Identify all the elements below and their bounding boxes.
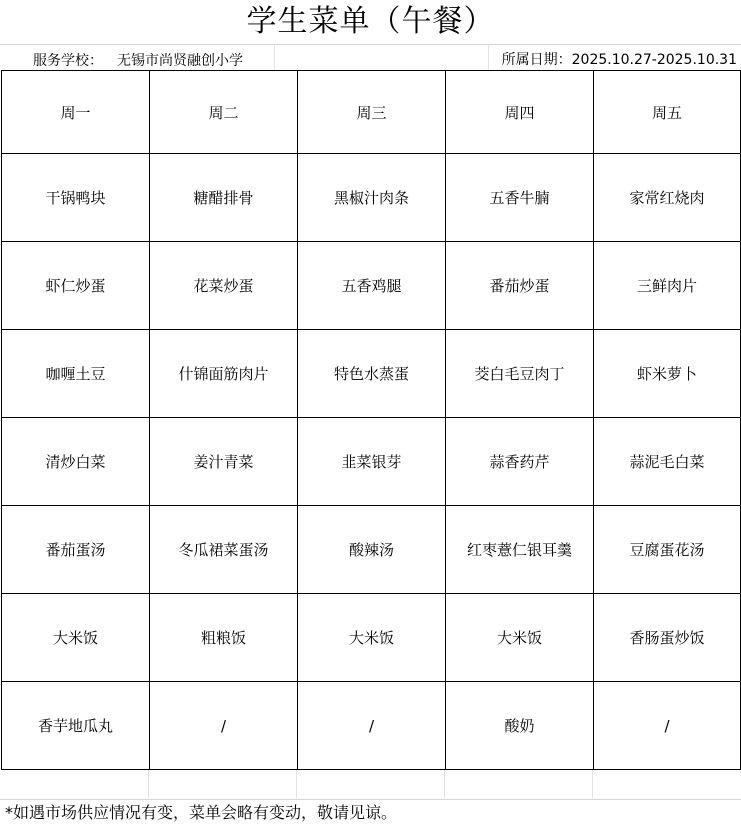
info-row: [0, 44, 741, 70]
dish-cell: 冬瓜裙菜蛋汤: [150, 506, 298, 594]
table-row: [2, 594, 741, 682]
dish-cell: 虾米萝卜: [594, 330, 741, 418]
dish-cell: 大米饭: [298, 594, 446, 682]
dish-cell: 五香鸡腿: [298, 242, 446, 330]
day-header: 周五: [594, 71, 741, 154]
school-label: 服务学校：: [33, 53, 103, 69]
empty-cell: [445, 770, 593, 798]
table-row: [2, 418, 741, 506]
school-name: 无锡市尚贤融创小学: [117, 53, 243, 69]
dish-cell: 韭菜银芽: [298, 418, 446, 506]
dish-cell: 红枣薏仁银耳羹: [446, 506, 594, 594]
dish-cell: 酸辣汤: [298, 506, 446, 594]
dish-cell: 豆腐蛋花汤: [594, 506, 741, 594]
date-label: 所属日期：: [501, 52, 572, 68]
menu-table: [1, 70, 741, 770]
date-info: [502, 49, 737, 69]
page-title: 学生菜单（午餐）: [246, 4, 495, 39]
gridline: [274, 44, 275, 70]
dish-cell: 香芋地瓜丸: [2, 682, 150, 770]
dish-cell: 蒜香药芹: [446, 418, 594, 506]
dish-cell: /: [594, 682, 741, 770]
day-header: 周一: [2, 71, 150, 154]
table-row: [2, 242, 741, 330]
dish-cell: 糖醋排骨: [150, 154, 298, 242]
dish-cell: /: [150, 682, 298, 770]
day-header: 周四: [446, 71, 594, 154]
dish-cell: 干锅鸭块: [2, 154, 150, 242]
dish-cell: 蒜泥毛白菜: [594, 418, 741, 506]
dish-cell: 酸奶: [446, 682, 594, 770]
footnote: *如遇市场供应情况有变，菜单会略有变动，敬请见谅。: [5, 803, 398, 822]
day-header: 周二: [150, 71, 298, 154]
dish-cell: 香肠蛋炒饭: [594, 594, 741, 682]
dish-cell: 虾仁炒蛋: [2, 242, 150, 330]
dish-cell: 姜汁青菜: [150, 418, 298, 506]
dish-cell: 清炒白菜: [2, 418, 150, 506]
dish-cell: 粗粮饭: [150, 594, 298, 682]
empty-cell: [1, 770, 149, 798]
dish-cell: 花菜炒蛋: [150, 242, 298, 330]
dish-cell: 家常红烧肉: [594, 154, 741, 242]
header-row: [2, 71, 741, 154]
empty-cell: [149, 770, 297, 798]
dish-cell: 大米饭: [446, 594, 594, 682]
empty-cell: [297, 770, 445, 798]
table-row: [2, 330, 741, 418]
dish-cell: 什锦面筋肉片: [150, 330, 298, 418]
dish-cell: 番茄炒蛋: [446, 242, 594, 330]
dish-cell: 特色水蒸蛋: [298, 330, 446, 418]
gridline: [488, 44, 489, 70]
school-info: [33, 50, 243, 70]
dish-cell: /: [298, 682, 446, 770]
dish-cell: 大米饭: [2, 594, 150, 682]
table-row: [2, 154, 741, 242]
dish-cell: 三鲜肉片: [594, 242, 741, 330]
empty-row: [1, 770, 740, 798]
date-range: 2025.10.27-2025.10.31: [571, 52, 737, 68]
dish-cell: 茭白毛豆肉丁: [446, 330, 594, 418]
dish-cell: 咖喱土豆: [2, 330, 150, 418]
dish-cell: 番茄蛋汤: [2, 506, 150, 594]
day-header: 周三: [298, 71, 446, 154]
dish-cell: 黑椒汁肉条: [298, 154, 446, 242]
table-row: [2, 506, 741, 594]
table-row: [2, 682, 741, 770]
dish-cell: 五香牛腩: [446, 154, 594, 242]
